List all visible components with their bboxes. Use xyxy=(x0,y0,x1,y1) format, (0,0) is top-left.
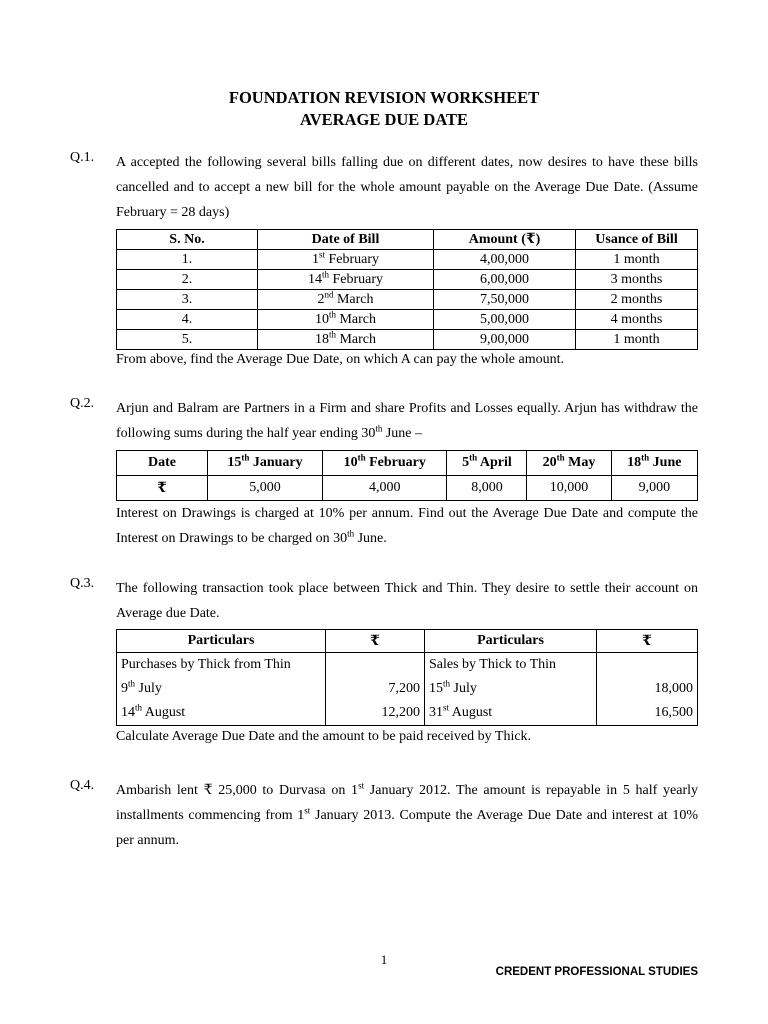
question-number: Q.3. xyxy=(70,576,95,591)
amount-value: 7,200 xyxy=(388,681,420,696)
sno-cell: 1. xyxy=(117,250,258,270)
question-instruction: From above, find the Average Due Date, on which A can pay the whole amount. xyxy=(116,352,565,367)
question-3 xyxy=(70,576,698,748)
amount-value: 18,000 xyxy=(654,681,693,696)
question-4 xyxy=(70,778,698,853)
sno-cell: 3. xyxy=(117,290,258,310)
column-header: 5th April xyxy=(447,451,527,476)
worksheet-subtitle: AVERAGE DUE DATE xyxy=(299,110,469,129)
amount-cell: 5,00,000 xyxy=(434,310,576,330)
right-title: Sales by Thick to Thin xyxy=(429,657,557,672)
table-row xyxy=(117,310,698,330)
question-number: Q.1. xyxy=(70,150,95,165)
usance-cell: 1 month xyxy=(576,250,698,270)
table-row xyxy=(117,330,698,350)
table-row xyxy=(117,250,698,270)
left-amounts xyxy=(326,653,425,726)
entry-date: 14th August xyxy=(121,702,186,720)
column-header: Usance of Bill xyxy=(576,230,698,250)
footer-brand: CREDENT PROFESSIONAL STUDIES xyxy=(495,966,698,978)
sno-cell: 4. xyxy=(117,310,258,330)
transactions-table xyxy=(116,629,698,726)
column-header: S. No. xyxy=(117,230,258,250)
column-header: 15th January xyxy=(208,451,323,476)
table-row xyxy=(117,270,698,290)
amount-cell: 8,000 xyxy=(447,476,527,501)
amount-cell: 4,00,000 xyxy=(434,250,576,270)
column-header: Particulars xyxy=(117,630,326,653)
right-amounts xyxy=(597,653,698,726)
usance-cell: 2 months xyxy=(576,290,698,310)
bills-table xyxy=(116,229,698,350)
usance-cell: 4 months xyxy=(576,310,698,330)
table-header-row xyxy=(117,451,698,476)
amount-value: 16,500 xyxy=(654,705,693,720)
amount-cell: 5,000 xyxy=(208,476,323,501)
left-particulars xyxy=(117,653,326,726)
date-cell: 14th February xyxy=(258,270,434,290)
column-header: 20th May xyxy=(527,451,611,476)
column-header: ₹ xyxy=(597,630,698,653)
question-text: A accepted the following several bills falling due on different dates, now desires to have these bills cancelled and to accept a new bill for the whole amount payable on the Average Due Date. (Assume February = 28 days) xyxy=(116,155,698,220)
entry-date: 31st August xyxy=(429,702,493,720)
question-instruction: Interest on Drawings is charged at 10% per annum. Find out the Average Due Date and compute the Interest on Drawings to be charged on 30th June. xyxy=(116,506,698,546)
question-text: The following transaction took place between Thick and Thin. They desire to settle their account on Average due Date. xyxy=(116,581,698,621)
table-row xyxy=(117,476,698,501)
date-cell: 10th March xyxy=(258,310,434,330)
table-header-row xyxy=(117,630,698,653)
date-label: Date xyxy=(117,451,208,476)
drawings-table xyxy=(116,450,698,501)
worksheet-title: FOUNDATION REVISION WORKSHEET xyxy=(228,88,540,107)
question-text: Arjun and Balram are Partners in a Firm and share Profits and Losses equally. Arjun has withdraw the following sums during the half year ending 30th June – xyxy=(116,401,698,441)
column-header: Amount (₹) xyxy=(434,230,576,250)
column-header: 10th February xyxy=(322,451,446,476)
amount-cell: 9,000 xyxy=(611,476,697,501)
question-2 xyxy=(70,396,698,551)
entry-date: 15th July xyxy=(429,678,477,696)
date-cell: 1st February xyxy=(258,250,434,270)
table-body-row xyxy=(117,653,698,726)
column-header: Particulars xyxy=(425,630,597,653)
amount-cell: 7,50,000 xyxy=(434,290,576,310)
amount-value: 12,200 xyxy=(381,705,420,720)
column-header: 18th June xyxy=(611,451,697,476)
question-number: Q.4. xyxy=(70,778,95,793)
entry-date: 9th July xyxy=(121,678,162,696)
amount-cell: 10,000 xyxy=(527,476,611,501)
page-number: 1 xyxy=(380,952,388,967)
table-header-row xyxy=(117,230,698,250)
right-particulars xyxy=(425,653,597,726)
left-title: Purchases by Thick from Thin xyxy=(121,657,291,672)
column-header: Date of Bill xyxy=(258,230,434,250)
question-1 xyxy=(70,150,698,370)
date-cell: 18th March xyxy=(258,330,434,350)
question-text: Ambarish lent ₹ 25,000 to Durvasa on 1st January 2012. The amount is repayable in 5 half yearly installments commencing from 1st January 2013. Compute the Average Due Date and interest at 10% per annum. xyxy=(116,780,699,848)
usance-cell: 3 months xyxy=(576,270,698,290)
amount-cell: 4,000 xyxy=(322,476,446,501)
amount-cell: 6,00,000 xyxy=(434,270,576,290)
column-header: ₹ xyxy=(326,630,425,653)
usance-cell: 1 month xyxy=(576,330,698,350)
amount-cell: 9,00,000 xyxy=(434,330,576,350)
question-instruction: Calculate Average Due Date and the amount to be paid received by Thick. xyxy=(116,729,532,744)
sno-cell: 5. xyxy=(117,330,258,350)
table-row xyxy=(117,290,698,310)
question-number: Q.2. xyxy=(70,396,95,411)
date-cell: 2nd March xyxy=(258,290,434,310)
currency-label: ₹ xyxy=(117,476,208,501)
sno-cell: 2. xyxy=(117,270,258,290)
